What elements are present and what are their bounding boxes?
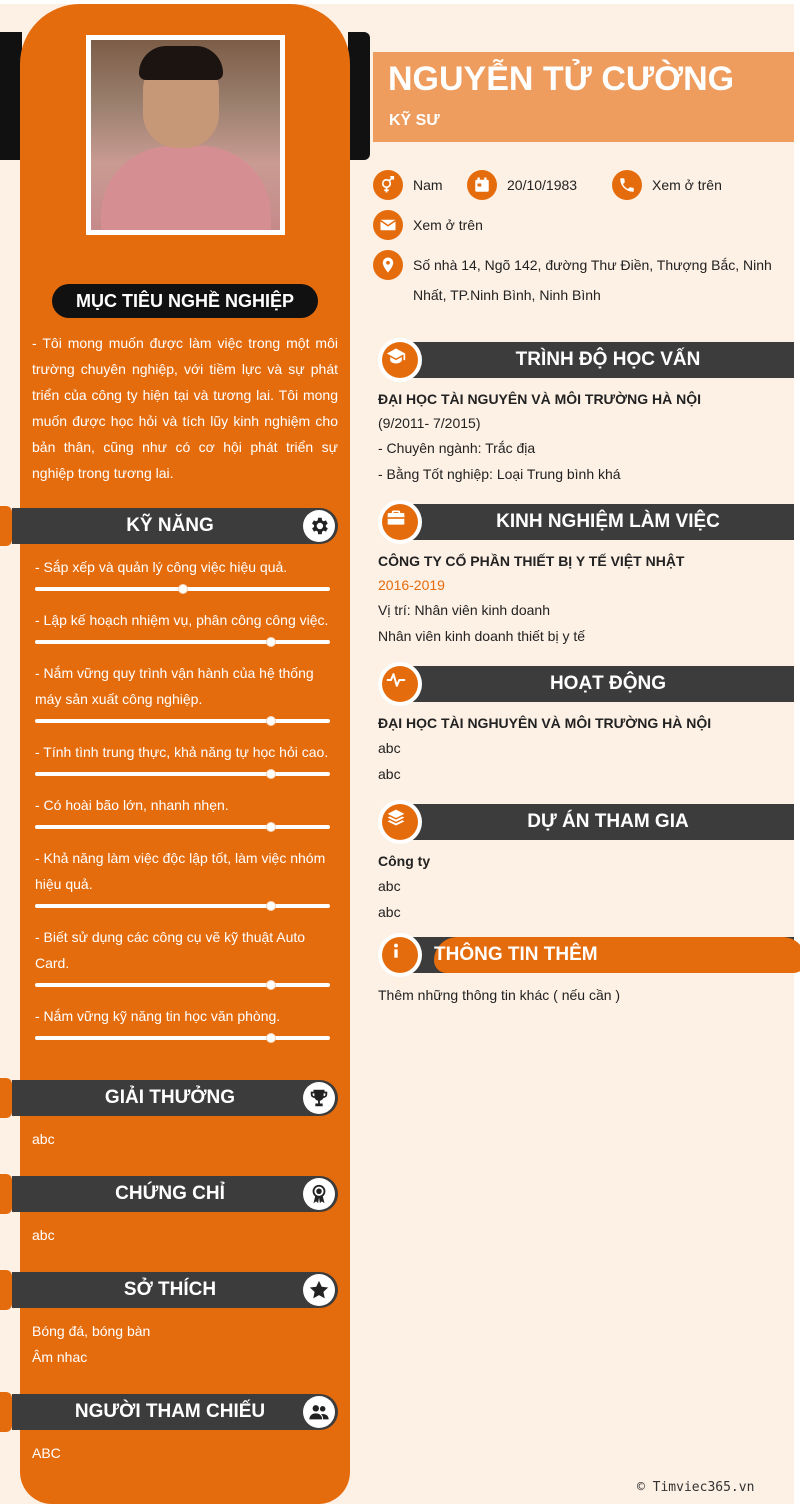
gender-icon [373, 170, 403, 200]
education-period: (9/2011- 7/2015) [378, 415, 481, 431]
skill-level-bar [35, 640, 330, 644]
decor-tab-left [0, 32, 22, 160]
awards-section-bar [0, 1080, 338, 1116]
skill-item: - Lập kế hoạch nhiệm vụ, phân công công việc. [35, 612, 329, 628]
additional-section-bar [378, 933, 794, 977]
experience-company: CÔNG TY CỔ PHẦN THIẾT BỊ Y TẾ VIỆT NHẬT [378, 553, 685, 569]
additional-heading: THÔNG TIN THÊM [434, 937, 800, 973]
activities-org: ĐẠI HỌC TÀI NGHUYÊN VÀ MÔI TRƯỜNG HÀ NỘI [378, 715, 712, 731]
skill-level-knob [266, 1033, 276, 1043]
experience-heading: KINH NGHIỆM LÀM VIỆC [496, 511, 720, 532]
info-icon [386, 941, 406, 961]
skill-item: - Sắp xếp và quản lý công việc hiệu quả. [35, 559, 288, 575]
skill-level-knob [266, 980, 276, 990]
projects-line-2: abc [378, 904, 401, 920]
skill-item: - Biết sử dụng các công cụ vẽ kỹ thuật Auto Card. [35, 929, 306, 971]
activities-section-bar [378, 662, 794, 706]
experience-position: Vị trí: Nhân viên kinh doanh [378, 602, 550, 618]
star-icon [303, 1274, 335, 1306]
address-line-2: Nhất, TP.Ninh Bình, Ninh Bình [413, 287, 601, 303]
objective-heading: MỤC TIÊU NGHỀ NGHIỆP [52, 284, 318, 318]
medal-icon [303, 1178, 335, 1210]
phone-icon [612, 170, 642, 200]
certificates-text: abc [32, 1227, 55, 1243]
gear-icon [303, 510, 335, 542]
certificates-section-bar [0, 1176, 338, 1212]
references-section-bar [0, 1394, 338, 1430]
email-icon [373, 210, 403, 240]
skill-item: - Nắm vững kỹ năng tin học văn phòng. [35, 1008, 281, 1024]
projects-section-bar [378, 800, 794, 844]
education-heading: TRÌNH ĐỘ HỌC VẤN [515, 349, 701, 370]
briefcase-icon [386, 508, 406, 528]
gender-value: Nam [413, 177, 443, 193]
certificates-heading: CHỨNG CHỈ [115, 1183, 225, 1204]
job-title: KỸ SƯ [389, 112, 440, 129]
profile-photo [86, 35, 285, 235]
skill-item: - Khả năng làm việc độc lập tốt, làm việc nhóm hiệu quả. [35, 850, 326, 892]
skill-item: - Tính tình trung thực, khả năng tự học hỏi cao. [35, 744, 329, 760]
birthdate-value: 20/10/1983 [507, 177, 578, 193]
hobbies-heading: SỞ THÍCH [123, 1279, 217, 1300]
address-line-1: Số nhà 14, Ngõ 142, đường Thư Điền, Thượng Bắc, Ninh [413, 257, 772, 273]
skill-level-knob [266, 901, 276, 911]
skill-level-knob [266, 637, 276, 647]
layers-icon [386, 808, 406, 828]
references-heading: NGƯỜI THAM CHIẾU [74, 1401, 266, 1422]
references-text: ABC [32, 1445, 61, 1461]
skill-level-knob [178, 584, 188, 594]
skills-heading: KỸ NĂNG [126, 515, 214, 536]
projects-heading: DỰ ÁN THAM GIA [527, 811, 689, 832]
awards-text: abc [32, 1131, 55, 1147]
awards-heading: GIẢI THƯỞNG [104, 1087, 236, 1108]
skill-level-bar [35, 825, 330, 829]
location-icon [373, 250, 403, 280]
profile-photo-image [91, 40, 280, 230]
skill-level-knob [266, 822, 276, 832]
skill-level-bar [35, 983, 330, 987]
name-header [373, 52, 794, 142]
pulse-icon [386, 670, 406, 690]
full-name: NGUYỄN TỬ CƯỜNG [388, 60, 735, 98]
calendar-icon [467, 170, 497, 200]
skill-level-bar [35, 772, 330, 776]
objective-text: - Tôi mong muốn được làm việc trong một môi trường chuyên nghiệp, với tiềm lực và sự phát triển của công ty hiện tại và tương lai. Tôi mong muốn được học hỏi và tích lũy kinh nghiệm cho bản thân, cũng như có cơ hội phát triển sự nghiệp trong tương lai. [32, 335, 338, 481]
hobbies-section-bar [0, 1272, 338, 1308]
skill-item: - Nắm vững quy trình vận hành của hệ thống máy sản xuất công nghiệp. [35, 665, 314, 707]
skill-level-knob [266, 716, 276, 726]
experience-period: 2016-2019 [378, 577, 445, 593]
skill-level-bar [35, 719, 330, 723]
education-major: - Chuyên ngành: Trắc địa [378, 440, 536, 456]
experience-section-bar [378, 500, 794, 544]
trophy-icon [303, 1082, 335, 1114]
activities-line-2: abc [378, 766, 401, 782]
skill-level-bar [35, 904, 330, 908]
projects-line-1: abc [378, 878, 401, 894]
left-column [20, 4, 350, 1504]
activities-heading: HOẠT ĐỘNG [549, 673, 667, 694]
footer-watermark: © Timviec365.vn [637, 1480, 755, 1495]
education-school: ĐẠI HỌC TÀI NGUYÊN VÀ MÔI TRƯỜNG HÀ NỘI [378, 391, 702, 407]
graduation-cap-icon [386, 346, 406, 366]
education-section-bar [378, 338, 794, 382]
projects-org: Công ty [378, 853, 431, 869]
skills-section-bar [0, 508, 338, 544]
skill-level-bar [35, 587, 330, 591]
skill-item: - Có hoài bão lớn, nhanh nhẹn. [35, 797, 229, 813]
decor-tab-right [348, 32, 370, 160]
additional-text: Thêm những thông tin khác ( nếu cần ) [378, 987, 621, 1003]
email-value: Xem ở trên [413, 217, 483, 233]
skill-level-bar [35, 1036, 330, 1040]
hobbies-line-1: Bóng đá, bóng bàn [32, 1323, 151, 1339]
experience-description: Nhân viên kinh doanh thiết bị y tế [378, 628, 586, 644]
phone-value: Xem ở trên [652, 177, 722, 193]
activities-line-1: abc [378, 740, 401, 756]
people-icon [303, 1396, 335, 1428]
skill-level-knob [266, 769, 276, 779]
hobbies-line-2: Âm nhac [32, 1349, 88, 1365]
education-degree: - Bằng Tốt nghiệp: Loại Trung bình khá [378, 466, 621, 482]
